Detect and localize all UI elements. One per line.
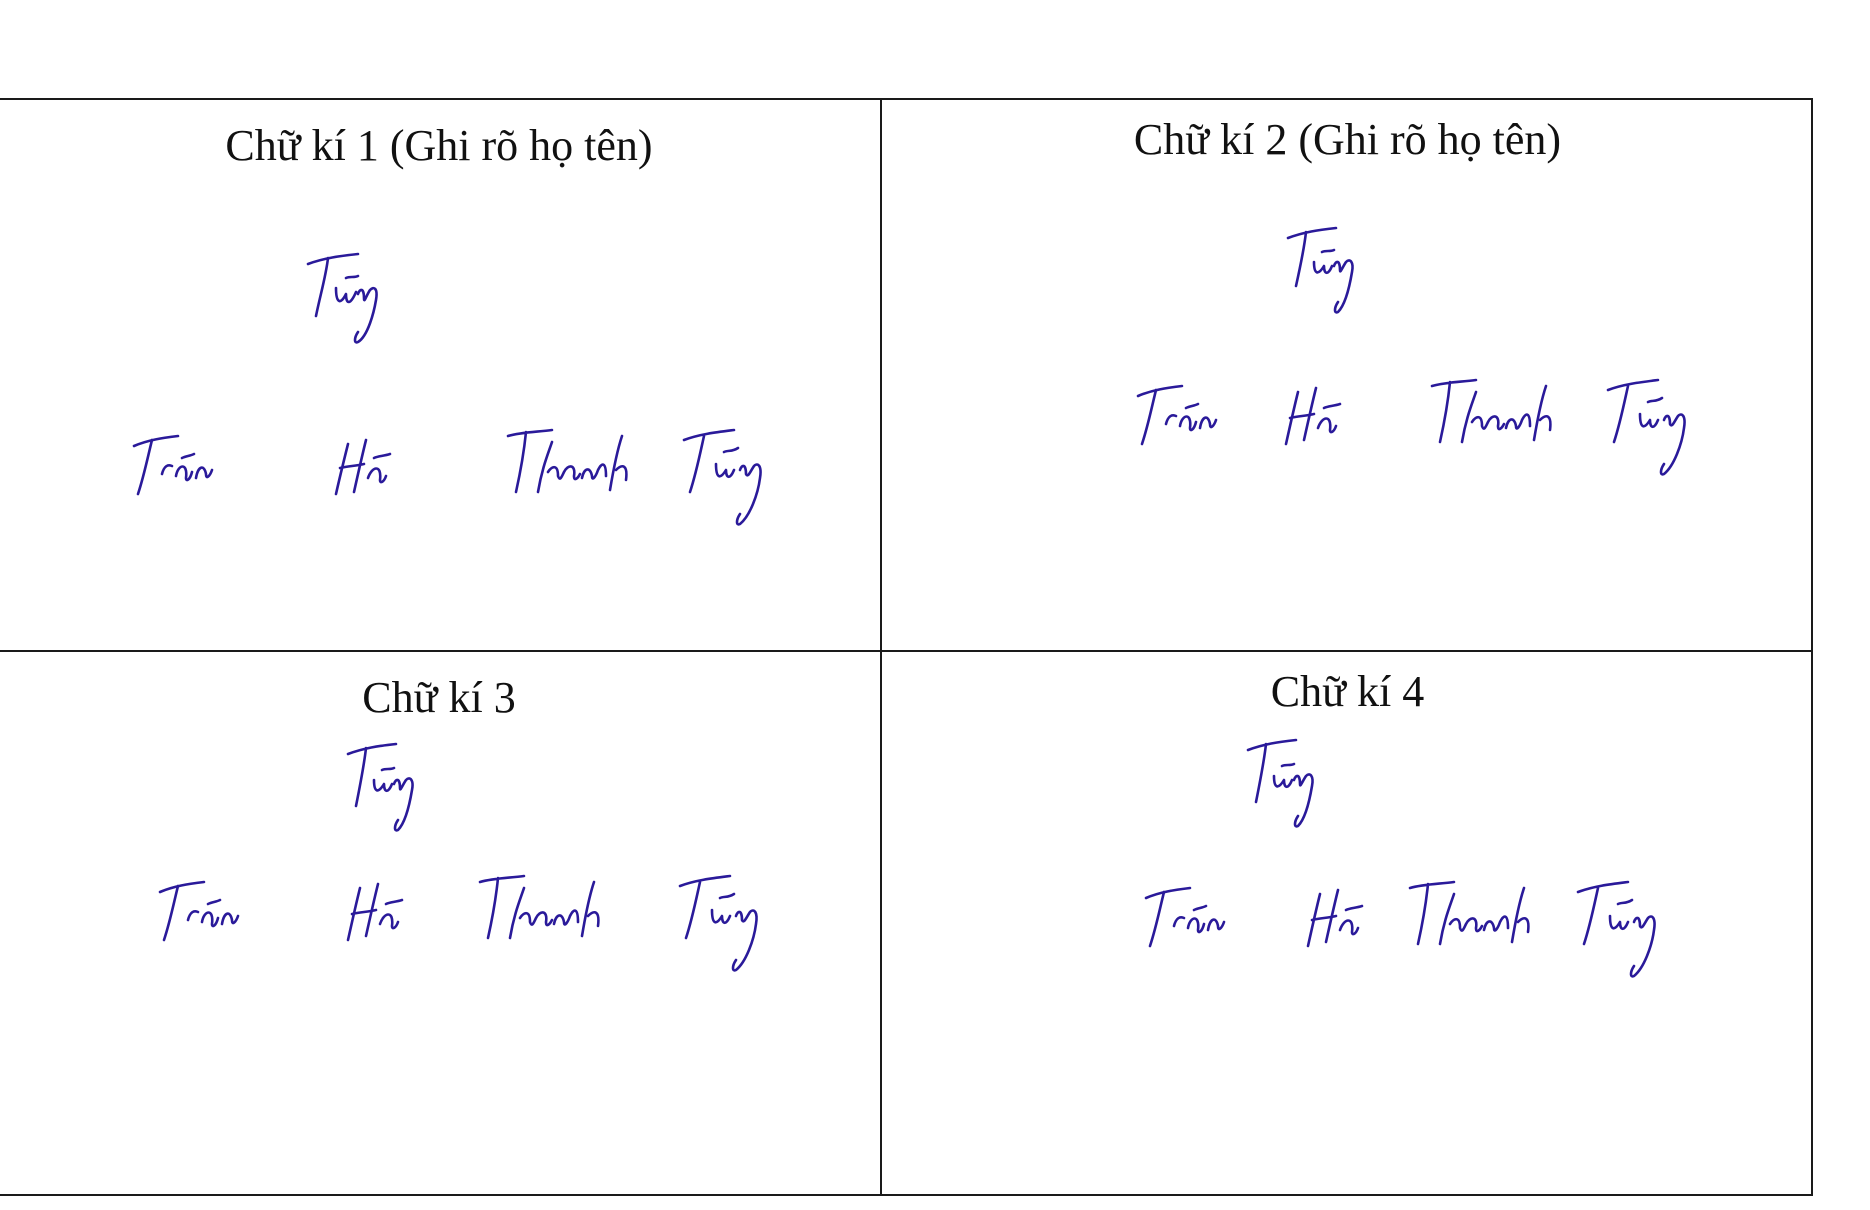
short-signature-4 <box>1244 732 1354 842</box>
cell-title-3: Chữ kí 3 <box>362 673 516 722</box>
signature-cell-1 <box>0 100 880 650</box>
full-signature-3 <box>146 842 826 982</box>
signature-cell-3 <box>0 652 880 1196</box>
full-signature-1 <box>128 396 808 536</box>
cell-title-4: Chữ kí 4 <box>1270 667 1425 716</box>
signature-cell-2 <box>882 100 1813 650</box>
cell-title-2: Chữ kí 2 (Ghi rõ họ tên) <box>1133 115 1562 164</box>
short-signature-3 <box>344 736 454 846</box>
signature-table <box>0 98 1813 1196</box>
cell-title-1: Chữ kí 1 (Ghi rõ họ tên) <box>225 121 653 170</box>
short-signature-1 <box>306 246 416 356</box>
signature-cell-4 <box>882 652 1813 1196</box>
full-signature-4 <box>1140 848 1820 988</box>
full-signature-2 <box>1132 346 1812 486</box>
short-signature-2 <box>1284 220 1394 330</box>
